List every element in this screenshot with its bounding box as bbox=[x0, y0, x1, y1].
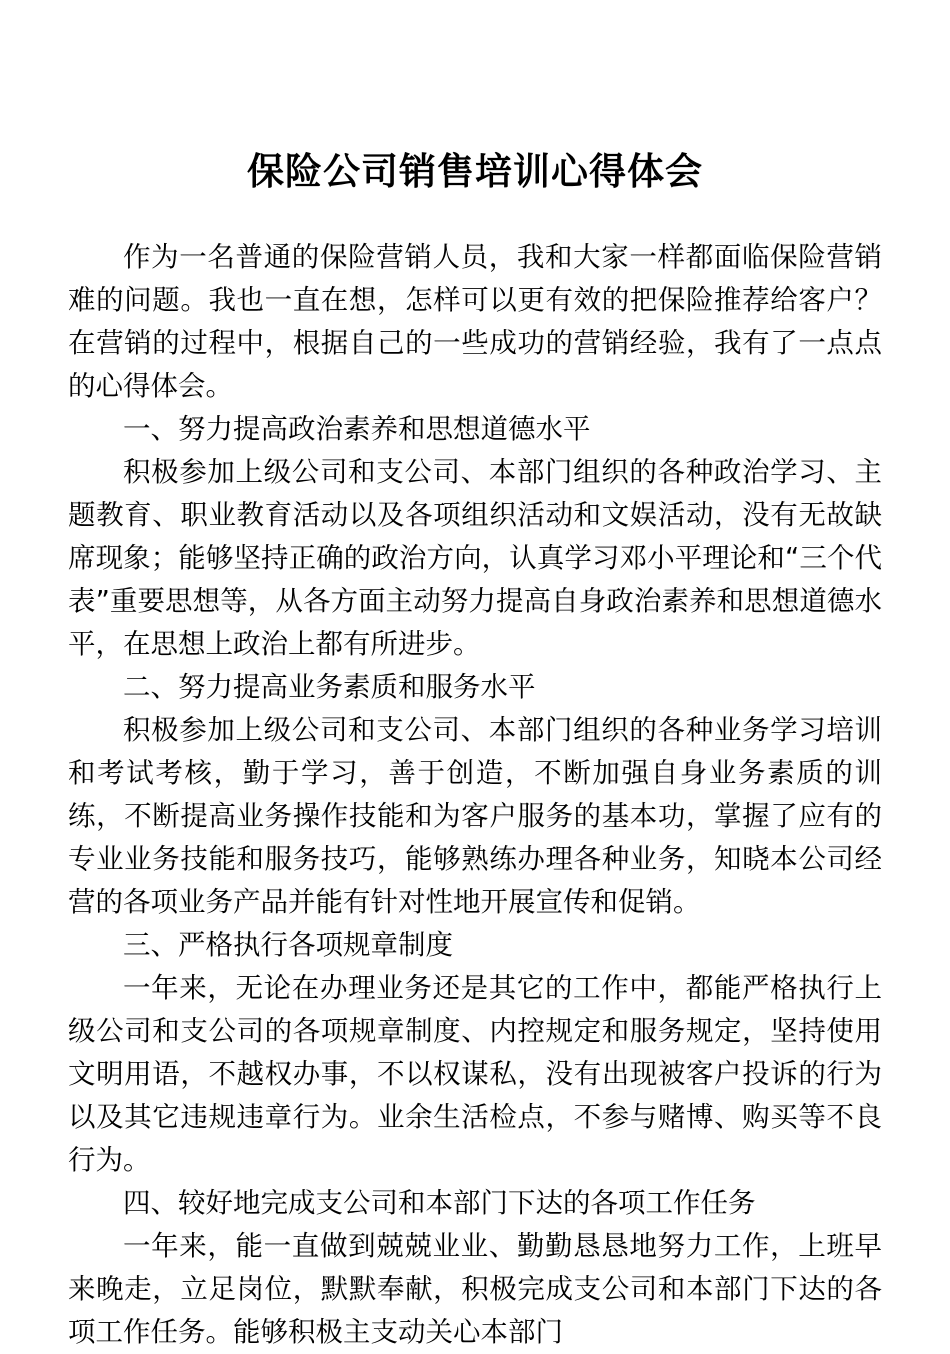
paragraph-intro: 作为一名普通的保险营销人员，我和大家一样都面临保险营销难的问题。我也一直在想，怎样可以更有效的把保险推荐给客户？在营销的过程中，根据自己的一些成功的营销经验，我有了一点点的心得体会。 bbox=[68, 241, 882, 403]
paragraph-section-1: 积极参加上级公司和支公司、本部门组织的各种政治学习、主题教育、职业教育活动以及各项组织活动和文娱活动，没有无故缺席现象；能够坚持正确的政治方向，认真学习邓小平理论和“三个代表”重要思想等，从各方面主动努力提高自身政治素养和思想道德水平，在思想上政治上都有所进步。 bbox=[68, 456, 882, 661]
document-body bbox=[68, 236, 882, 1354]
paragraph-section-2: 积极参加上级公司和支公司、本部门组织的各种业务学习培训和考试考核，勤于学习，善于创造，不断加强自身业务素质的训练，不断提高业务操作技能和为客户服务的基本功，掌握了应有的专业业务技能和服务技巧，能够熟练办理各种业务，知晓本公司经营的各项业务产品并能有针对性地开展宣传和促销。 bbox=[68, 714, 882, 919]
paragraph-section-3: 一年来，无论在办理业务还是其它的工作中，都能严格执行上级公司和支公司的各项规章制度、内控规定和服务规定，坚持使用文明用语，不越权办事，不以权谋私，没有出现被客户投诉的行为以及其它违规违章行为。业余生活检点，不参与赌博、购买等不良行为。 bbox=[68, 972, 882, 1177]
page-title: 保险公司销售培训心得体会 bbox=[247, 150, 703, 193]
heading-section-2: 二、努力提高业务素质和服务水平 bbox=[123, 671, 536, 704]
heading-section-4: 四、较好地完成支公司和本部门下达的各项工作任务 bbox=[123, 1187, 756, 1220]
heading-section-1: 一、努力提高政治素养和思想道德水平 bbox=[123, 413, 591, 446]
heading-section-3: 三、严格执行各项规章制度 bbox=[123, 929, 453, 962]
paragraph-section-4: 一年来，能一直做到兢兢业业、勤勤恳恳地努力工作，上班早来晚走，立足岗位，默默奉献，积极完成支公司和本部门下达的各项工作任务。能够积极主支动关心本部门 bbox=[68, 1230, 882, 1349]
